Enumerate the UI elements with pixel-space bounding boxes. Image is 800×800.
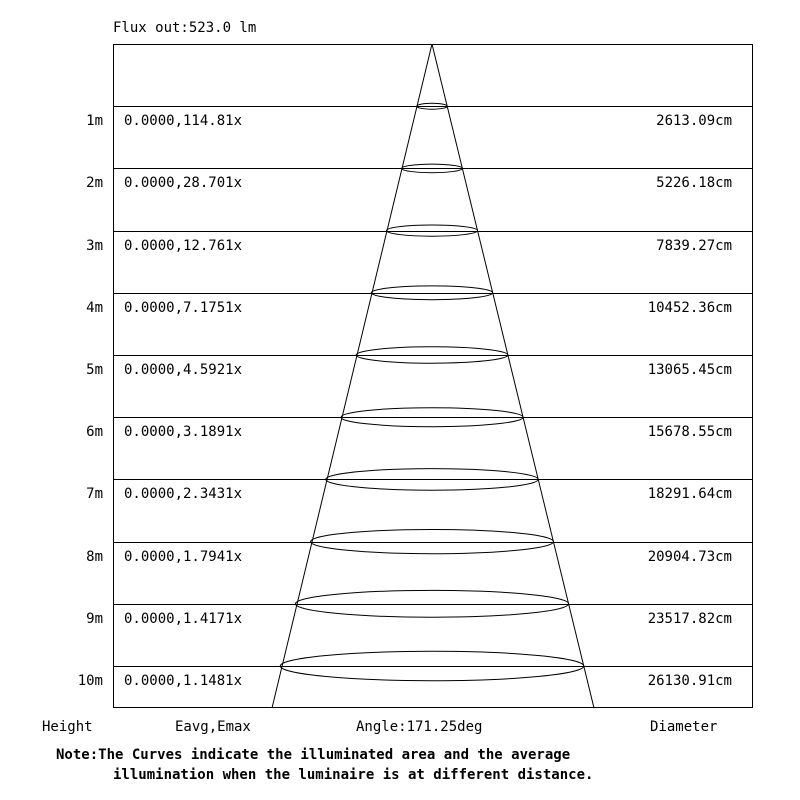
row-diameter: 5226.18cm (656, 175, 732, 191)
row-height-label: 4m (86, 300, 103, 316)
row-eavg-emax: 0.0000,1.7941x (124, 549, 243, 565)
cone-left-edge (272, 44, 432, 708)
row-diameter: 26130.91cm (647, 673, 732, 689)
row-eavg-emax: 0.0000,3.1891x (124, 424, 243, 440)
row-diameter: 23517.82cm (647, 611, 732, 627)
row-height-label: 3m (86, 238, 103, 254)
row-height-label: 10m (77, 673, 103, 689)
row-eavg-emax: 0.0000,114.81x (124, 113, 243, 129)
row-height-label: 6m (86, 424, 103, 440)
row-height-label: 8m (86, 549, 103, 565)
illuminated-area-ellipse (295, 590, 568, 617)
eavg-emax-column-header: Eavg,Emax (175, 719, 251, 735)
row-eavg-emax: 0.0000,4.5921x (124, 362, 243, 378)
row-diameter: 10452.36cm (647, 300, 732, 316)
note-line-2: illumination when the luminaire is at different distance. (113, 767, 594, 783)
beam-angle-label: Angle:171.25deg (356, 719, 483, 735)
illuminated-area-ellipse (341, 408, 523, 427)
row-height-label: 9m (86, 611, 103, 627)
row-diameter: 15678.55cm (647, 424, 732, 440)
flux-out-label: Flux out:523.0 lm (113, 20, 257, 36)
illuminated-area-ellipse (326, 469, 538, 491)
illuminated-area-ellipse (356, 347, 508, 363)
row-diameter: 20904.73cm (647, 549, 732, 565)
row-height-label: 1m (86, 113, 103, 129)
height-column-header: Height (42, 719, 93, 735)
illuminated-area-ellipse (371, 286, 492, 300)
illuminated-area-ellipse (417, 103, 447, 109)
row-height-label: 2m (86, 175, 103, 191)
note-line-1: Note:The Curves indicate the illuminated area and the average (56, 747, 571, 763)
row-eavg-emax: 0.0000,7.1751x (124, 300, 243, 316)
diameter-column-header: Diameter (650, 719, 718, 735)
illuminated-area-ellipse (386, 225, 477, 236)
illuminated-area-ellipse (311, 530, 554, 554)
row-height-label: 7m (86, 486, 103, 502)
row-eavg-emax: 0.0000,2.3431x (124, 486, 243, 502)
row-eavg-emax: 0.0000,1.1481x (124, 673, 243, 689)
row-diameter: 18291.64cm (647, 486, 732, 502)
illuminated-area-ellipse (280, 651, 584, 680)
cone-right-edge (432, 44, 594, 708)
row-eavg-emax: 0.0000,12.761x (124, 238, 243, 254)
row-height-label: 5m (86, 362, 103, 378)
row-diameter: 7839.27cm (656, 238, 732, 254)
row-diameter: 13065.45cm (647, 362, 732, 378)
row-eavg-emax: 0.0000,1.4171x (124, 611, 243, 627)
row-eavg-emax: 0.0000,28.701x (124, 175, 243, 191)
illuminated-area-ellipse (402, 164, 463, 173)
row-diameter: 2613.09cm (656, 113, 732, 129)
